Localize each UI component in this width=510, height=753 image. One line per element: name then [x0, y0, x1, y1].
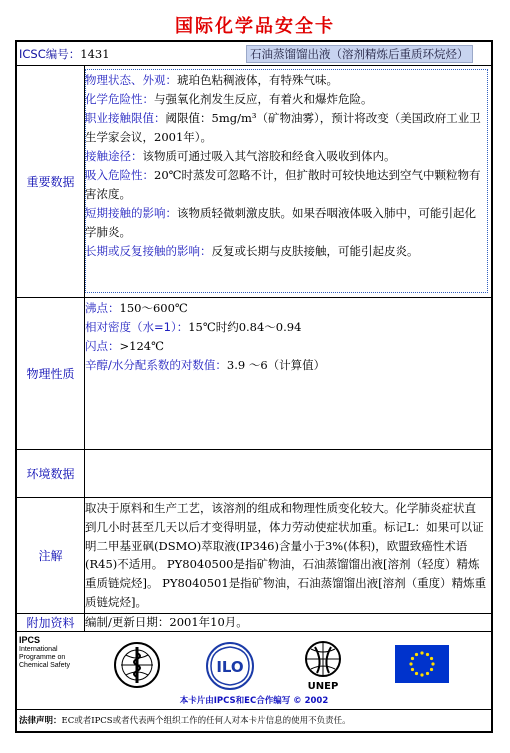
- data-item-key: 职业接触限值：: [85, 111, 166, 125]
- data-item-key: 长期或反复接触的影响：: [85, 244, 212, 258]
- page-title: 国际化学品安全卡: [175, 16, 335, 37]
- chemical-name[interactable]: 石油蒸馏馏出液（溶剂精炼后重质环烷烃）: [246, 45, 473, 63]
- data-item-key: 沸点：: [85, 301, 120, 315]
- icsc-number-line: [19, 46, 110, 62]
- legal-notice: [19, 714, 351, 726]
- ipcs-line-1: International: [19, 646, 58, 653]
- section-label-notes: 注解: [38, 548, 63, 563]
- eu-star-icon: [426, 653, 429, 656]
- data-item-key: 相对密度（水=1）：: [85, 320, 189, 334]
- data-item: [85, 337, 487, 356]
- important-data-content: [85, 71, 487, 261]
- section-label-important: 重要数据: [26, 174, 75, 189]
- data-item-key: 吸入危险性：: [85, 168, 154, 182]
- eu-star-icon: [420, 673, 423, 676]
- data-item-value: 该物质可通过吸入其气溶胶和经食入吸收到体内。: [142, 149, 396, 163]
- data-item-value: 20℃时蒸发可忽略不计，但扩散时可较快地达到空气中颗粒物有害浓度。: [85, 168, 481, 201]
- data-item-value: 3.9 ～6（计算值）: [226, 358, 326, 372]
- data-item-value: 15℃时约0.84～0.94: [188, 320, 302, 334]
- legal-notice-text: EC或者IPCS或者代表两个组织工作的任何人对本卡片信息的使用不负责任。: [61, 716, 351, 726]
- icsc-label: ICSC编号：: [19, 47, 81, 61]
- additional-content: 编制/更新日期：2001年10月。: [85, 615, 248, 629]
- eu-star-icon: [426, 672, 429, 675]
- section-label-environment: 环境数据: [26, 466, 75, 481]
- notes-content: 取决于原料和生产工艺，该溶剂的组成和物理性质变化较大。化学肺炎症状直到几小时甚至几天以后才变得明显，体力劳动使症状加重。标记L：如果可以证明二甲基亚砜(DSMO)萃取液(IP346)含量小于3%(体积)，欧盟致癌性术语(R45)不适用。 PY8040500是指矿物油，石油蒸馏馏出液[溶剂（轻度）精炼重质链烷烃]。 PY8040501是指矿物油，石油蒸馏馏出液[溶剂（重度）精炼重质链烷烃]。: [85, 501, 487, 609]
- eu-flag-icon: [395, 645, 449, 683]
- data-item-value: 与强氧化剂发生反应，有着火和爆炸危险。: [154, 92, 373, 106]
- eu-star-icon: [415, 672, 418, 675]
- eu-star-icon: [411, 668, 414, 671]
- eu-star-icon: [431, 662, 434, 665]
- eu-star-icon: [430, 657, 433, 660]
- data-item: [85, 299, 487, 318]
- icsc-number: 1431: [80, 47, 110, 61]
- data-item-value: 阈限值：5mg/m³（矿物油雾），预计将改变（美国政府工业卫生学家会议，2001年）。: [85, 111, 481, 144]
- ilo-logo-icon: [205, 641, 255, 691]
- data-item-value: 反复或长期与皮肤接触，可能引起皮炎。: [211, 244, 419, 258]
- data-item-key: 闪点：: [85, 339, 120, 353]
- ipcs-line-3: Chemical Safety: [19, 662, 70, 669]
- ilo-logo-text: ILO: [216, 658, 244, 676]
- ipcs-line-2: Programme on: [19, 654, 66, 661]
- data-item: [85, 71, 487, 90]
- data-item: [85, 109, 487, 147]
- legal-notice-label: 法律声明：: [19, 716, 62, 726]
- unep-logo-icon: [299, 639, 347, 691]
- data-item: [85, 90, 487, 109]
- ipcs-logo-text: [19, 635, 70, 670]
- data-item-value: >124℃: [119, 339, 164, 353]
- section-label-additional: 附加资料: [26, 615, 75, 630]
- data-item-key: 化学危险性：: [85, 92, 154, 106]
- unep-logo-text: UNEP: [307, 681, 339, 691]
- ipcs-title: IPCS: [19, 635, 41, 645]
- data-item: [85, 242, 487, 261]
- section-label-physical: 物理性质: [26, 366, 75, 381]
- data-item-value: 该物质轻微刺激皮肤。如果吞咽液体吸入肺中，可能引起化学肺炎。: [85, 206, 476, 239]
- physical-properties-content: [85, 299, 487, 375]
- eu-star-icon: [420, 651, 423, 654]
- who-logo-icon: [113, 641, 161, 689]
- data-item: [85, 166, 487, 204]
- card-credit: 本卡片由IPCS和EC合作编写 © 2002: [179, 696, 329, 706]
- eu-star-icon: [415, 653, 418, 656]
- footer-logos: [17, 631, 491, 709]
- data-item-value: 琥珀色粘稠液体，有特殊气味。: [177, 73, 338, 87]
- data-item-key: 物理状态、外观：: [85, 73, 177, 87]
- data-item: [85, 318, 487, 337]
- eu-star-icon: [411, 657, 414, 660]
- data-item-key: 辛醇/水分配系数的对数值：: [85, 358, 227, 372]
- data-item: [85, 356, 487, 375]
- data-item: [85, 204, 487, 242]
- data-item-value: 150～600℃: [119, 301, 188, 315]
- data-item: [85, 147, 487, 166]
- data-item-key: 接触途径：: [85, 149, 143, 163]
- data-item-key: 短期接触的影响：: [85, 206, 177, 220]
- eu-star-icon: [409, 662, 412, 665]
- card-frame: [15, 40, 493, 733]
- eu-star-icon: [430, 668, 433, 671]
